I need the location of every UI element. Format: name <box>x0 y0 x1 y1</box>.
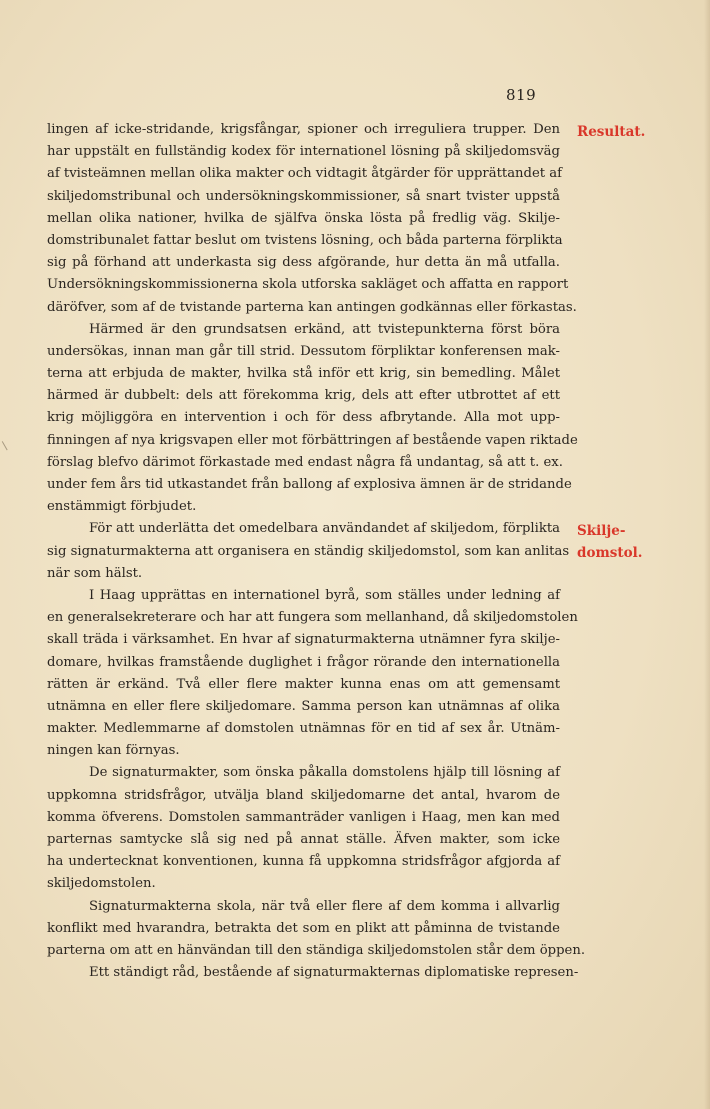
margin-note-skiljedomstol-line-2: domstol. <box>577 545 643 561</box>
text-line: krig möjliggöra en intervention i och för dess afbrytande. Alla mot upp- <box>47 410 560 426</box>
text-line: ha undertecknat konventionen, kunna få uppkomna stridsfrågor afgjorda af <box>47 854 560 870</box>
text-line: parterna om att en hänvändan till den ständiga skiljedomstolen står dem öppen. <box>47 942 586 958</box>
text-line: under fem års tid utkastandet från ballong af explosiva ämnen är de stridande <box>47 477 572 492</box>
text-line: rätten är erkänd. Två eller flere makter kunna enas om att gemensamt <box>47 676 560 692</box>
text-line: förslag blefvo därimot förkastade med endast några få undantag, så att t. ex. <box>47 454 563 470</box>
text-line: uppkomna stridsfrågor, utvälja bland skiljedomarne det antal, hvarom de <box>47 787 560 803</box>
page-edge-shadow <box>704 0 710 1109</box>
paragraph-first-line: Härmed är den grundsatsen erkänd, att tvistepunkterna först böra <box>89 321 560 337</box>
paragraph-first-line: De signaturmakter, som önska påkalla domstolens hjälp till lösning af <box>89 765 560 781</box>
text-line: terna att erbjuda de makter, hvilka stå inför ett krig, sin bemedling. Målet <box>47 366 560 382</box>
margin-note-skiljedomstol <box>577 520 642 564</box>
text-line: sig på förhand att underkasta sig dess afgörande, hur detta än må utfalla. <box>47 255 560 271</box>
paragraph-last-line: när som hälst. <box>47 565 143 581</box>
body-text <box>47 119 586 984</box>
text-line: utnämna en eller flere skiljedomare. Samma person kan utnämnas af olika <box>47 698 560 714</box>
text-line: sig signaturmakterna att organisera en ständig skiljedomstol, som kan anlitas <box>47 543 570 559</box>
text-line: däröfver, som af de tvistande parterna kan antingen godkännas eller förkastas. <box>47 299 577 315</box>
margin-note-resultat <box>577 121 645 143</box>
page-number: 819 <box>506 86 537 104</box>
margin-mark <box>2 440 10 451</box>
text-line: undersökas, innan man går till strid. Dessutom förpliktar konferensen mak- <box>47 343 560 359</box>
text-line: komma öfverens. Domstolen sammanträder vanligen i Haag, men kan med <box>47 809 560 825</box>
text-line: skall träda i värksamhet. En hvar af signaturmakterna utnämner fyra skilje- <box>47 632 560 648</box>
text-line: domare, hvilkas framstående duglighet i frågor rörande den internationella <box>47 654 560 670</box>
margin-note-skiljedomstol-line-1: Skilje- <box>577 523 626 539</box>
text-line: härmed är dubbelt: dels att förekomma krig, dels att efter utbrottet af ett <box>47 388 560 404</box>
paragraph-last-line: skiljedomstolen. <box>47 876 156 892</box>
paragraph-last-line: ningen kan förnyas. <box>47 743 180 759</box>
text-line: har uppstält en fullständig kodex för internationel lösning på skiljedomsväg <box>47 144 560 160</box>
paragraph-first-line: I Haag upprättas en internationel byrå, som ställes under ledning af <box>89 587 560 603</box>
paragraph-first-line: För att underlätta det omedelbara användandet af skiljedom, förplikta <box>89 521 560 537</box>
text-line: finningen af nya krigsvapen eller mot förbättringen af bestående vapen riktade <box>47 432 578 448</box>
paragraph-last-line: enstämmigt förbjudet. <box>47 499 197 515</box>
text-line: skiljedomstribunal och undersökningskommissioner, så snart tvister uppstå <box>47 188 560 204</box>
text-line: af tvisteämnen mellan olika makter och vidtagit åtgärder för upprättandet af <box>47 166 563 182</box>
text-line: lingen af icke-stridande, krigsfångar, spioner och irreguliera trupper. Den <box>47 122 560 137</box>
text-line: domstribunalet fattar beslut om tvistens lösning, och båda parterna förplikta <box>47 232 563 248</box>
text-line: parternas samtycke slå sig ned på annat ställe. Äfven makter, som icke <box>47 832 560 847</box>
text-line: mellan olika nationer, hvilka de själfva önska lösta på fredlig väg. Skilje- <box>47 210 560 226</box>
text-line: en generalsekreterare och har att fungera som mellanhand, då skiljedomstolen <box>47 610 578 626</box>
text-line: Undersökningskommissionerna skola utforska sakläget och affatta en rapport <box>47 277 569 293</box>
text-line: makter. Medlemmarne af domstolen utnämnas för en tid af sex år. Utnäm- <box>47 721 560 737</box>
margin-note-resultat-text: Resultat. <box>577 124 646 140</box>
text-line: konflikt med hvarandra, betrakta det som en plikt att påminna de tvistande <box>47 920 560 936</box>
paragraph-first-line: Signaturmakterna skola, när två eller flere af dem komma i allvarlig <box>89 898 560 914</box>
paragraph-first-line: Ett ständigt råd, bestående af signaturmakternas diplomatiske represen- <box>89 965 579 981</box>
